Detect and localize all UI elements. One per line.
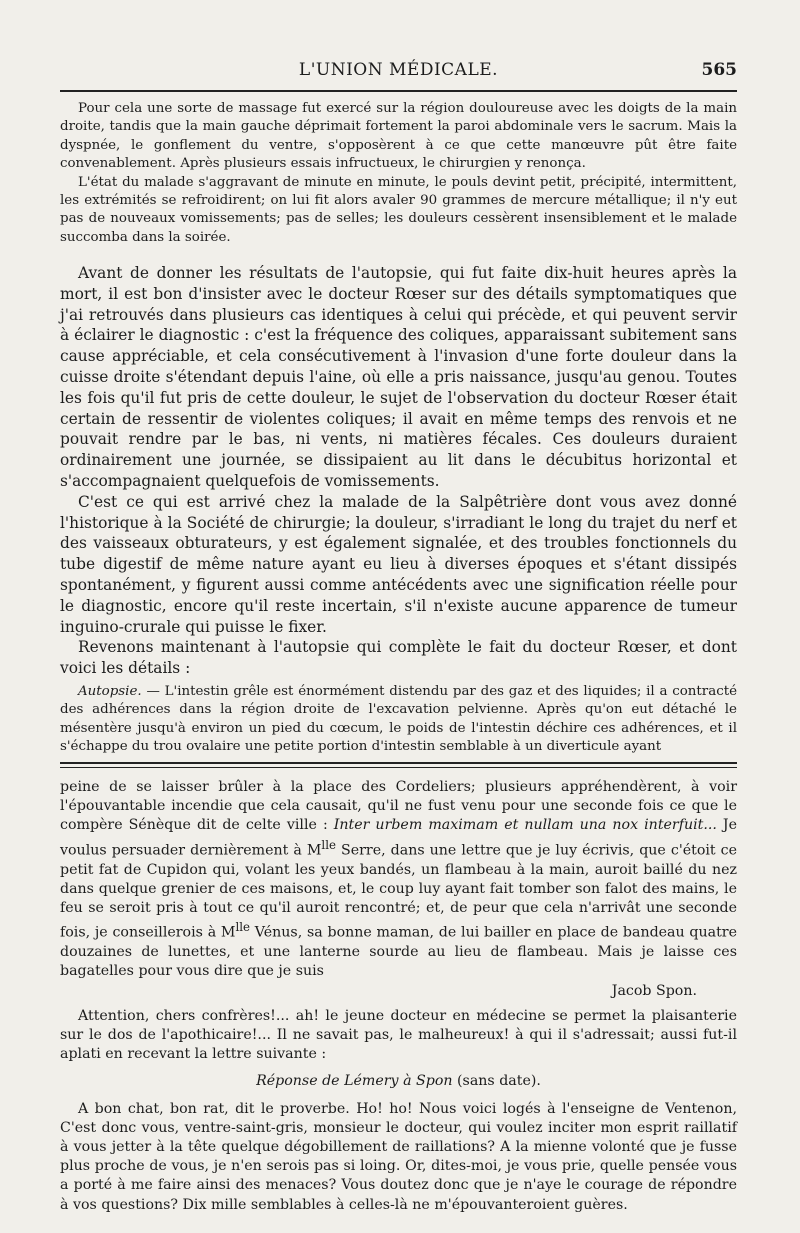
paragraph-massage: Pour cela une sorte de massage fut exercé sur la région douloureuse avec les doigts de la main droite, tandis que la main gauche déprimait fortement la paroi abdominale vers le sacrum. Mais la dyspnée, le gonflement du ventre, s'opposèrent à ce que cette manœuvre pût être faite convenablement. Après plusieurs essais infructueux, le chirurgien y renonça. bbox=[60, 101, 737, 172]
paragraph-symptoms: Avant de donner les résultats de l'autopsie, qui fut faite dix-huit heures après la mort, il est bon d'insister avec le docteur Rœser sur des détails symptomatiques que j'ai retrouvés dans plusieurs cas identiques à celui qui précède, et qui peuvent servir à éclairer le diagnostic : c'est la fréquence des coliques, apparaissant subitement sans cause appréciable, et cela consécutivement à l'invasion d'une forte douleur dans la cuisse droite s'étendant depuis l'aine, où elle a pris naissance, jusqu'au genou. Toutes les fois qu'il fut pris de cette douleur, le sujet de l'observation du docteur Rœser était certain de ressentir de violentes coliques; il avait en même temps des renvois et ne pouvait rendre par le bas, ni vents, ni matières fécales. Ces douleurs duraient ordinairement une journée, se dissipaient au lit dans le décubitus horizontal et s'accompagnaient quelquefois de vomissements. bbox=[60, 264, 737, 490]
signature: Jacob Spon. bbox=[611, 982, 697, 999]
page-number: 565 bbox=[701, 60, 737, 80]
autopsy-block bbox=[60, 683, 737, 757]
reply-heading: Réponse de Lémery à Spon (sans date). bbox=[256, 1073, 541, 1090]
paragraph-attention: Attention, chers confrères!... ah! le jeune docteur en médecine se permet la plaisanterie sur le dos de l'apothicaire!... Il ne savait pas, le malheureux! à qui il s'adressait; aussi fut-il aplati en recevant la lettre suivante : bbox=[60, 1007, 737, 1063]
running-head bbox=[60, 60, 737, 86]
discussion-block bbox=[60, 263, 737, 679]
paragraph-salpetriere: C'est ce qui est arrivé chez la malade de la Salpêtrière dont vous avez donné l'historique à la Société de chirurgie; la douleur, s'irradiant le long du trajet du nerf et des vaisseaux obturateurs, y est également signalée, et des troubles fonctionnels du tube digestif de même nature ayant eu lieu à diverses époques et s'étant dissipés spontanément, y figurent aussi comme antécédents avec une signification réelle pour le diagnostic, encore qu'il reste incertain, s'il n'existe aucune apparence de tumeur inguino-crurale qui puisse le fixer. bbox=[60, 492, 737, 636]
paragraph-autopsy bbox=[60, 683, 737, 757]
journal-title: L'UNION MÉDICALE. bbox=[298, 60, 499, 80]
feuilleton-block bbox=[60, 778, 737, 1215]
latin-quote: Inter urbem maximam et nullam una nox interfuit... bbox=[333, 817, 717, 834]
autopsy-text: — L'intestin grêle est énormément distendu par des gaz et des liquides; il a contracté des adhérences dans la région droite de l'excavation pelvienne. Après qu'on eut détaché le mésentère jusqu'à environ un pied du cœcum, le poids de l'intestin déchire ces adhérences, et il s'échappe du trou ovalaire une petite portion d'intestin semblable à un diverticule ayant bbox=[60, 684, 737, 755]
feuilleton-rule-thin bbox=[60, 767, 737, 768]
paragraph-autopsy-intro: Revenons maintenant à l'autopsie qui complète le fait du docteur Rœser, et dont voici les détails : bbox=[60, 638, 737, 678]
feuilleton-rule-thick bbox=[60, 762, 737, 764]
case-text-block bbox=[60, 100, 737, 247]
paragraph-lemery-reply: A bon chat, bon rat, dit le proverbe. Ho! ho! Nous voici logés à l'enseigne de Ventenon, C'est donc vous, ventre-saint-gris, monsieur le docteur, qui voulez inciter mon esprit raillatif à vous jetter à la tête quelque dégobillement de raillations? A la mienne volonté que je fusse plus proche de vous, je n'en serois pas si loing. Or, dites-moi, je vous prie, quelle pensée vous a porté à me faire ainsi des menaces? Vous doutez donc que je n'aye le courage de répondre à vos questions? Dix mille semblables à celles-là ne m'épouvanteroient guères. bbox=[60, 1100, 737, 1213]
autopsy-label: Autopsie. bbox=[78, 684, 142, 699]
paragraph-patient-state: L'état du malade s'aggravant de minute en minute, le pouls devint petit, précipité, intermittent, les extrémités se refroidirent; on lui fit alors avaler 90 grammes de mercure métallique; il n'y eut pas de nouveaux vomissements; pas de selles; les douleurs cessèrent insensiblement et le malade succomba dans la soirée. bbox=[60, 174, 737, 245]
paragraph-spon-letter: peine de se laisser brûler à la place des Cordeliers; plusieurs appréhendèrent, à voir l'épouvantable incendie que cela causait, qu'il ne fust venu pour une seconde fois ce que le compère Sénèque dit de celte ville : Inter urbem maximam et nullam una nox interfuit... Je voulus persuader dernièrement à $M^{lle}$ Serre, dans une lettre que je luy écrivis, que c'étoit ce petit fat de Cupidon qui, volant les yeux bandés, un flambeau à la main, auroit baillé du nez dans quelque grenier de ces maisons, et, le coup luy ayant fait tomber son falot des mains, le feu se seroit pris à tout ce qu'il auroit rencontré; et, de peur que cela n'arrivât une seconde fois, je conseillerois à $M^{lle}$ Vénus, sa bonne maman, de lui bailler en place de bandeau quatre douzaines de lunettes, et une lanterne sourde au lieu de flambeau. Mais je laisse ces bagatelles pour vous dire que je suis bbox=[60, 779, 738, 980]
header-rule bbox=[60, 90, 737, 92]
